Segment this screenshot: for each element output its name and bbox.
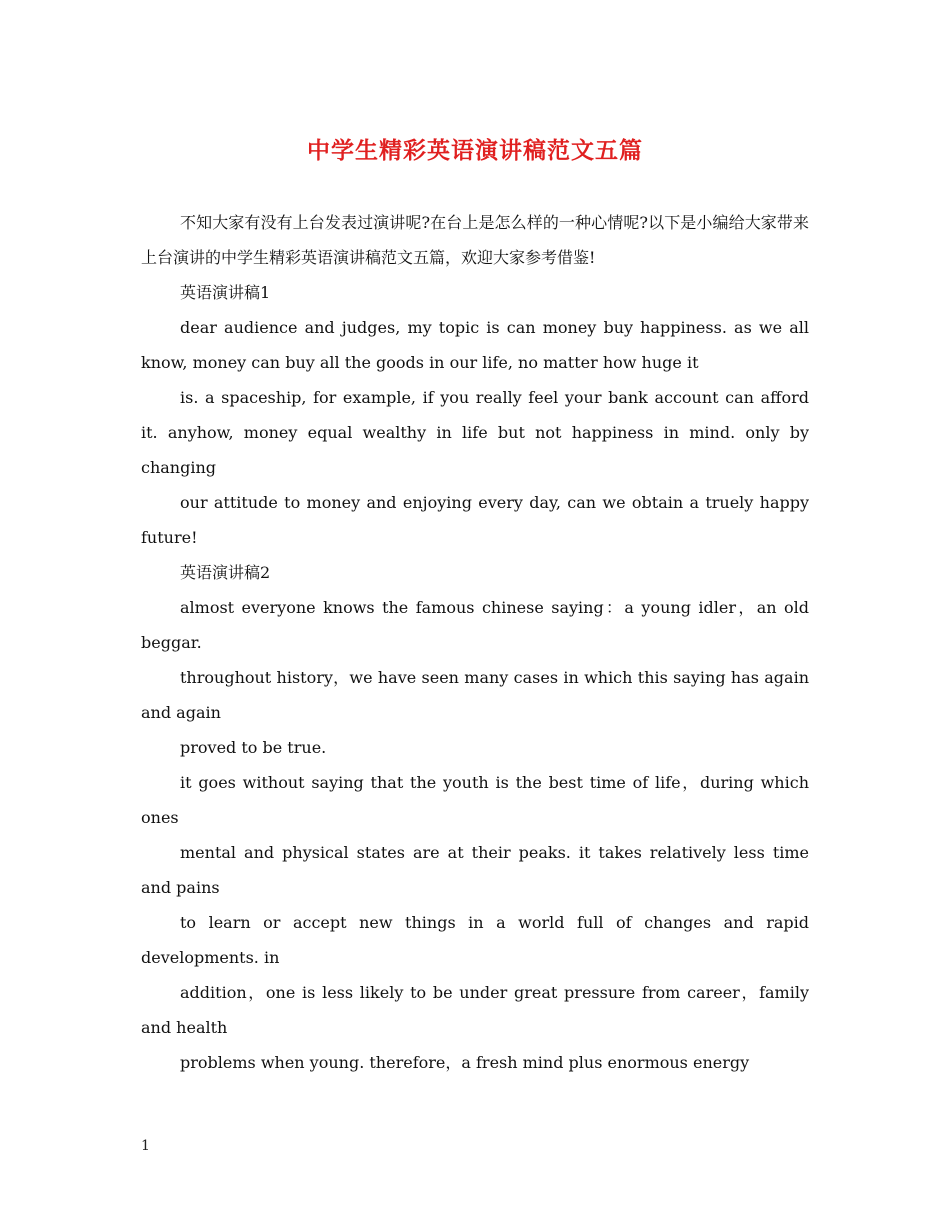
section-2-paragraph-6: to learn or accept new things in a world full of changes and rapid developments. in [141, 913, 809, 967]
section-1-heading: 英语演讲稿1 [180, 283, 271, 302]
section-2-paragraph-5: mental and physical states are at their peaks. it takes relatively less time and pains [141, 843, 809, 897]
section-2-paragraph-8: problems when young. therefore，a fresh mind plus enormous energy [180, 1053, 750, 1072]
section-2-heading: 英语演讲稿2 [180, 563, 271, 582]
section-2-paragraph-2: throughout history，we have seen many cases in which this saying has again and again [141, 668, 810, 722]
intro-paragraph: 不知大家有没有上台发表过演讲呢?在台上是怎么样的一种心情呢?以下是小编给大家带来上台演讲的中学生精彩英语演讲稿范文五篇，欢迎大家参考借鉴! [141, 213, 809, 267]
section-2-paragraph-4: it goes without saying that the youth is the best time of life，during which ones [141, 773, 809, 827]
section-2-paragraph-7: addition，one is less likely to be under great pressure from career，family and health [141, 983, 809, 1037]
document-body [141, 205, 809, 1080]
section-1-paragraph-2: is. a spaceship, for example, if you really feel your bank account can afford it. anyhow, money equal wealthy in life but not happiness in mind. only by changing [141, 388, 809, 477]
page-number: 1 [141, 1138, 150, 1154]
section-1-paragraph-1: dear audience and judges, my topic is can money buy happiness. as we all know, money can buy all the goods in our life, no matter how huge it [141, 318, 809, 372]
section-2-paragraph-3: proved to be true. [180, 738, 327, 757]
section-2-paragraph-1: almost everyone knows the famous chinese saying：a young idler，an old beggar. [141, 598, 810, 652]
section-1-paragraph-3: our attitude to money and enjoying every day, can we obtain a truely happy future! [141, 493, 809, 547]
document-title: 中学生精彩英语演讲稿范文五篇 [307, 138, 643, 164]
